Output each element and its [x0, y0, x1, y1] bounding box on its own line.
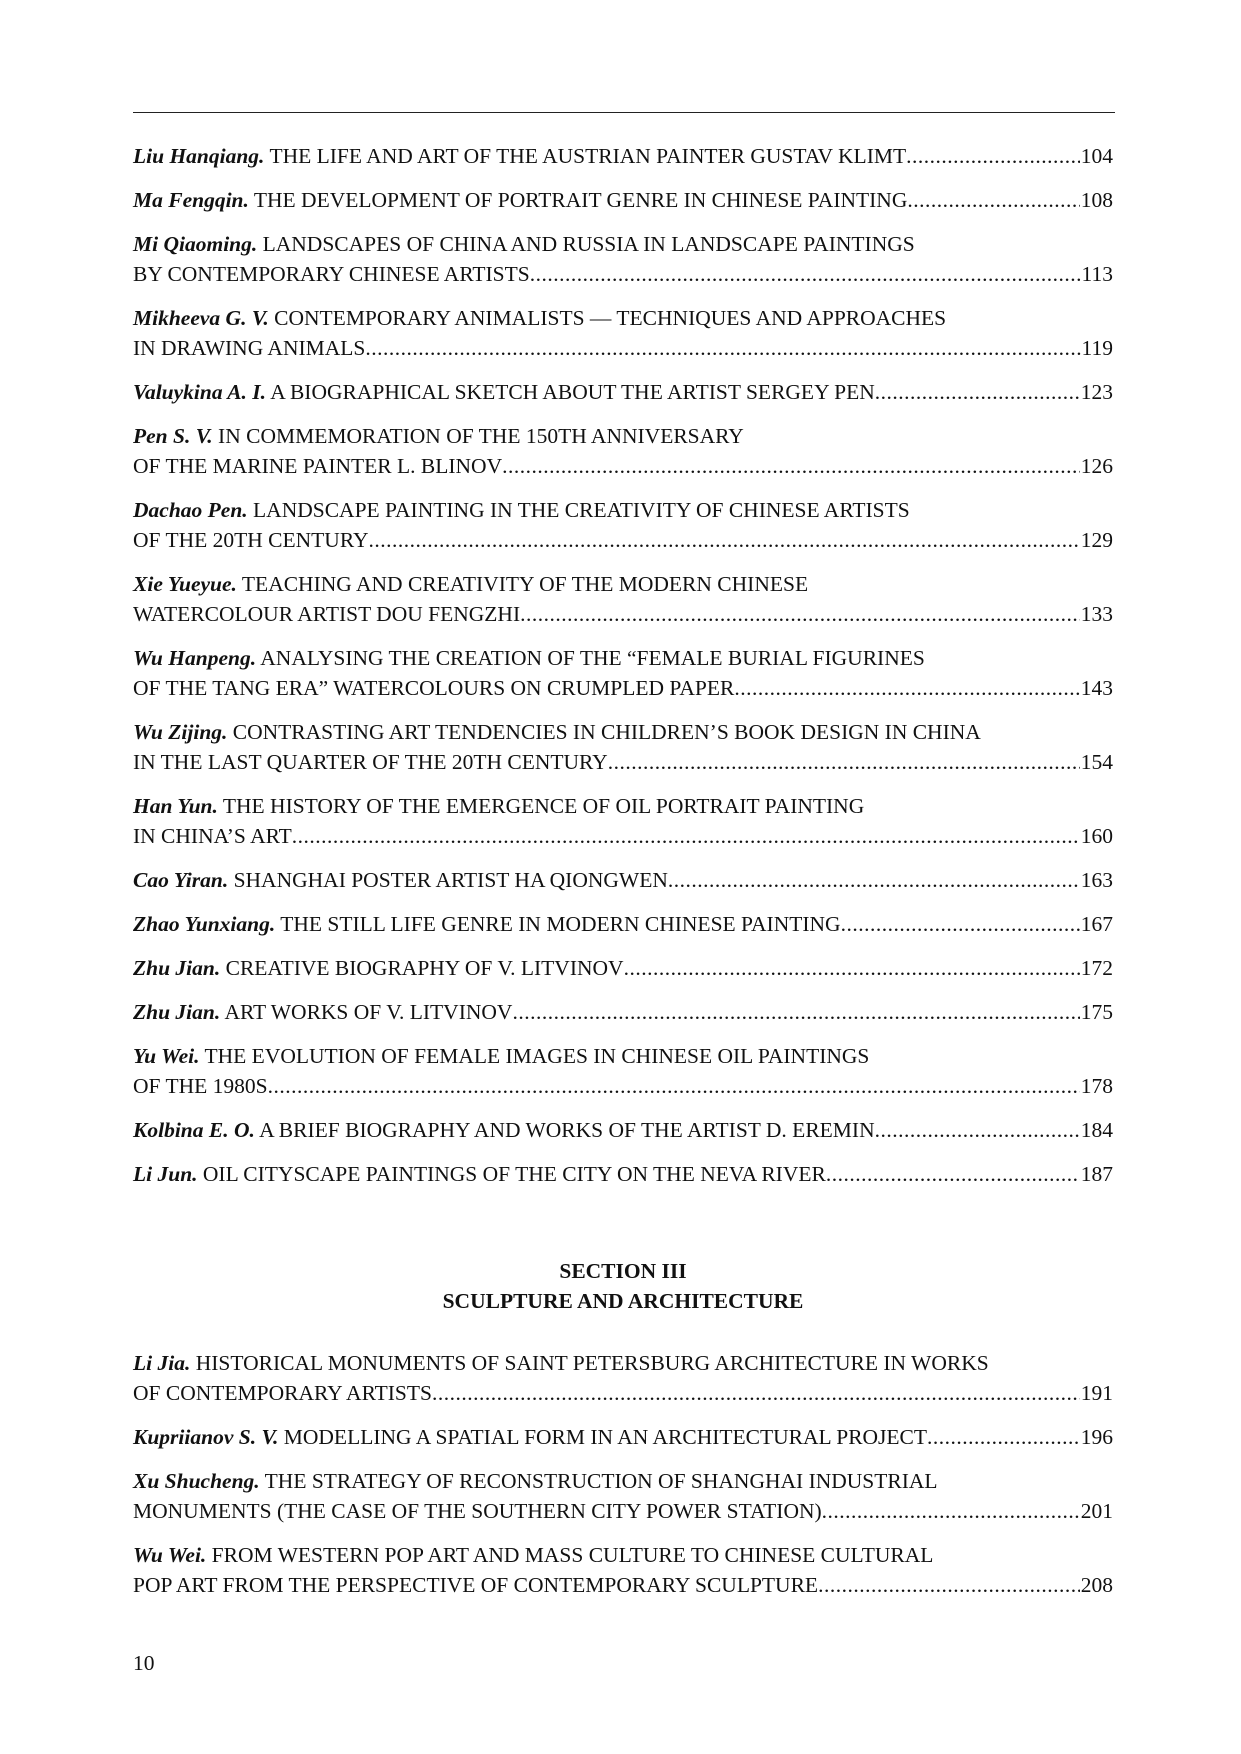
toc-entry-text — [133, 495, 910, 525]
toc-page-number: 129 — [1080, 528, 1113, 552]
toc-entry-text — [133, 1115, 875, 1145]
toc-page-number: 104 — [1080, 144, 1113, 168]
toc-page-number: 133 — [1080, 602, 1113, 626]
toc-author: Wu Zijing. — [133, 720, 228, 744]
toc-entry — [133, 185, 1113, 215]
toc-entry-line — [133, 1422, 1113, 1452]
dot-leader — [608, 747, 1080, 777]
toc-title: THE EVOLUTION OF FEMALE IMAGES IN CHINESE OIL PAINTINGS — [204, 1044, 870, 1068]
dot-leader — [907, 185, 1079, 215]
toc-entry-line — [133, 569, 1113, 599]
toc-title: TEACHING AND CREATIVITY OF THE MODERN CHINESE — [241, 572, 809, 596]
toc-entry-line — [133, 303, 1113, 333]
toc-entry-text — [133, 1041, 869, 1071]
toc-entry-text — [133, 1159, 826, 1189]
toc-title: FROM WESTERN POP ART AND MASS CULTURE TO CHINESE CULTURAL — [211, 1543, 934, 1567]
toc-entry-text — [133, 909, 841, 939]
toc-entry-text — [133, 821, 292, 851]
toc-author: Yu Wei. — [133, 1044, 200, 1068]
toc-entry-text — [133, 229, 915, 259]
header-rule — [133, 112, 1115, 113]
toc-entry-line — [133, 141, 1113, 171]
section-number: SECTION III — [559, 1259, 687, 1283]
toc-list-bottom — [133, 1348, 1113, 1614]
toc-author: Wu Wei. — [133, 1543, 207, 1567]
toc-author: Mi Qiaoming. — [133, 232, 258, 256]
toc-entry-text — [133, 525, 369, 555]
toc-entry-text — [133, 333, 365, 363]
toc-entry-line — [133, 229, 1113, 259]
toc-author: Han Yun. — [133, 794, 218, 818]
toc-entry-text — [133, 599, 520, 629]
toc-author: Li Jia. — [133, 1351, 191, 1375]
toc-author: Zhu Jian. — [133, 956, 221, 980]
toc-entry-text — [133, 303, 946, 333]
toc-entry-line — [133, 1496, 1113, 1526]
toc-entry — [133, 377, 1113, 407]
dot-leader — [520, 599, 1080, 629]
toc-entry — [133, 495, 1113, 555]
toc-title: MODELLING A SPATIAL FORM IN AN ARCHITECTURAL PROJECT — [283, 1425, 928, 1449]
toc-title: LANDSCAPE PAINTING IN THE CREATIVITY OF CHINESE ARTISTS — [253, 498, 910, 522]
toc-title: OF THE TANG ERA” WATERCOLOURS ON CRUMPLED PAPER — [133, 676, 735, 700]
toc-author: Dachao Pen. — [133, 498, 248, 522]
toc-title: ANALYSING THE CREATION OF THE “FEMALE BURIAL FIGURINES — [260, 646, 925, 670]
toc-title: THE HISTORY OF THE EMERGENCE OF OIL PORTRAIT PAINTING — [222, 794, 865, 818]
toc-entry-line — [133, 1466, 1113, 1496]
dot-leader — [268, 1071, 1080, 1101]
toc-page-number: 201 — [1080, 1499, 1113, 1523]
toc-entry — [133, 643, 1113, 703]
page-number: 10 — [133, 1651, 155, 1675]
toc-author: Valuykina A. I. — [133, 380, 267, 404]
toc-author: Xie Yueyue. — [133, 572, 237, 596]
toc-title: THE STRATEGY OF RECONSTRUCTION OF SHANGHAI INDUSTRIAL — [264, 1469, 938, 1493]
dot-leader — [875, 1115, 1080, 1145]
toc-author: Cao Yiran. — [133, 868, 229, 892]
toc-entry-line — [133, 1041, 1113, 1071]
toc-entry-text — [133, 1466, 938, 1496]
toc-page-number: 163 — [1080, 868, 1113, 892]
toc-entry — [133, 1115, 1113, 1145]
toc-entry-line — [133, 821, 1113, 851]
toc-entry-text — [133, 643, 925, 673]
toc-entry-text — [133, 141, 906, 171]
toc-page-number: 196 — [1080, 1425, 1113, 1449]
toc-entry-line — [133, 953, 1113, 983]
toc-page-number: 113 — [1081, 262, 1113, 286]
toc-entry-line — [133, 1348, 1113, 1378]
toc-page-number: 208 — [1080, 1573, 1113, 1597]
toc-entry — [133, 997, 1113, 1027]
toc-page-number: 160 — [1080, 824, 1113, 848]
toc-title: IN DRAWING ANIMALS — [133, 336, 366, 360]
dot-leader — [826, 1159, 1080, 1189]
toc-entry-text — [133, 569, 808, 599]
toc-entry — [133, 141, 1113, 171]
toc-author: Zhao Yunxiang. — [133, 912, 276, 936]
dot-leader — [512, 997, 1079, 1027]
toc-entry — [133, 569, 1113, 629]
toc-entry — [133, 1540, 1113, 1600]
toc-title: BY CONTEMPORARY CHINESE ARTISTS — [133, 262, 530, 286]
section-title: SCULPTURE AND ARCHITECTURE — [442, 1289, 804, 1313]
toc-entry-text — [133, 865, 668, 895]
toc-title: CONTEMPORARY ANIMALISTS — TECHNIQUES AND APPROACHES — [274, 306, 947, 330]
toc-author: Ma Fengqin. — [133, 188, 249, 212]
toc-entry-line — [133, 865, 1113, 895]
dot-leader — [365, 333, 1080, 363]
toc-page-number: 175 — [1080, 1000, 1113, 1024]
dot-leader — [432, 1378, 1080, 1408]
toc-entry-text — [133, 1378, 432, 1408]
toc-title: A BIOGRAPHICAL SKETCH ABOUT THE ARTIST SERGEY PEN — [270, 380, 875, 404]
dot-leader — [875, 377, 1080, 407]
toc-entry — [133, 1041, 1113, 1101]
dot-leader — [369, 525, 1080, 555]
dot-leader — [906, 141, 1080, 171]
toc-entry-text — [133, 1540, 933, 1570]
section-heading — [133, 1256, 1113, 1316]
toc-title: IN THE LAST QUARTER OF THE 20TH CENTURY — [133, 750, 608, 774]
toc-title: SHANGHAI POSTER ARTIST HA QIONGWEN — [233, 868, 668, 892]
toc-title: THE LIFE AND ART OF THE AUSTRIAN PAINTER GUSTAV KLIMT — [269, 144, 907, 168]
toc-entry-line — [133, 997, 1113, 1027]
toc-entry-line — [133, 673, 1113, 703]
dot-leader — [502, 451, 1080, 481]
toc-page-number: 178 — [1080, 1074, 1113, 1098]
toc-title: CREATIVE BIOGRAPHY OF V. LITVINOV — [225, 956, 624, 980]
toc-entry-line — [133, 599, 1113, 629]
toc-entry — [133, 303, 1113, 363]
toc-title: ART WORKS OF V. LITVINOV — [224, 1000, 513, 1024]
toc-entry-line — [133, 333, 1113, 363]
toc-entry-line — [133, 525, 1113, 555]
toc-title: THE DEVELOPMENT OF PORTRAIT GENRE IN CHINESE PAINTING — [253, 188, 908, 212]
toc-entry — [133, 1466, 1113, 1526]
toc-author: Xu Shucheng. — [133, 1469, 260, 1493]
toc-entry — [133, 421, 1113, 481]
toc-title: CONTRASTING ART TENDENCIES IN CHILDREN’S BOOK DESIGN IN CHINA — [232, 720, 981, 744]
dot-leader — [668, 865, 1080, 895]
toc-page-number: 191 — [1080, 1381, 1113, 1405]
toc-title: LANDSCAPES OF CHINA AND RUSSIA IN LANDSCAPE PAINTINGS — [262, 232, 915, 256]
toc-title: OF THE MARINE PAINTER L. BLINOV — [133, 454, 503, 478]
toc-author: Kupriianov S. V. — [133, 1425, 279, 1449]
toc-title: THE STILL LIFE GENRE IN MODERN CHINESE PAINTING — [280, 912, 841, 936]
toc-entry-text — [133, 747, 608, 777]
toc-page-number: 123 — [1080, 380, 1113, 404]
toc-entry-line — [133, 1378, 1113, 1408]
toc-entry-text — [133, 953, 624, 983]
toc-entry-text — [133, 259, 530, 289]
toc-entry-text — [133, 1496, 822, 1526]
toc-entry-line — [133, 1540, 1113, 1570]
toc-entry-line — [133, 495, 1113, 525]
toc-entry-line — [133, 1115, 1113, 1145]
toc-title: OF THE 1980S — [133, 1074, 268, 1098]
toc-title: OIL CITYSCAPE PAINTINGS OF THE CITY ON THE NEVA RIVER — [202, 1162, 826, 1186]
dot-leader — [734, 673, 1079, 703]
toc-entry — [133, 1348, 1113, 1408]
toc-page-number: 154 — [1080, 750, 1113, 774]
toc-entry — [133, 909, 1113, 939]
toc-entry-text — [133, 673, 734, 703]
dot-leader — [841, 909, 1080, 939]
toc-page-number: 167 — [1080, 912, 1113, 936]
toc-entry-text — [133, 717, 981, 747]
toc-entry — [133, 1159, 1113, 1189]
toc-entry-line — [133, 421, 1113, 451]
toc-page-number: 119 — [1081, 336, 1113, 360]
dot-leader — [927, 1422, 1080, 1452]
toc-entry-line — [133, 1071, 1113, 1101]
toc-page-number: 126 — [1080, 454, 1113, 478]
toc-entry-text — [133, 1570, 818, 1600]
toc-title: IN CHINA’S ART — [133, 824, 292, 848]
toc-entry — [133, 1422, 1113, 1452]
toc-entry-text — [133, 1422, 927, 1452]
toc-entry-line — [133, 747, 1113, 777]
toc-entry-line — [133, 909, 1113, 939]
toc-entry-text — [133, 1071, 268, 1101]
dot-leader — [822, 1496, 1080, 1526]
toc-entry — [133, 865, 1113, 895]
toc-author: Zhu Jian. — [133, 1000, 221, 1024]
toc-entry-text — [133, 185, 907, 215]
toc-author: Mikheeva G. V. — [133, 306, 269, 330]
toc-entry-text — [133, 451, 502, 481]
toc-entry — [133, 717, 1113, 777]
dot-leader — [292, 821, 1080, 851]
toc-entry-line — [133, 1159, 1113, 1189]
toc-entry-text — [133, 1348, 989, 1378]
toc-author: Liu Hanqiang. — [133, 144, 265, 168]
toc-entry-line — [133, 717, 1113, 747]
toc-entry-line — [133, 791, 1113, 821]
toc-page-number: 172 — [1080, 956, 1113, 980]
toc-page-number: 184 — [1080, 1118, 1113, 1142]
toc-title: POP ART FROM THE PERSPECTIVE OF CONTEMPORARY SCULPTURE — [133, 1573, 819, 1597]
toc-entry-line — [133, 185, 1113, 215]
toc-title: A BRIEF BIOGRAPHY AND WORKS OF THE ARTIST D. EREMIN — [259, 1118, 875, 1142]
toc-title: OF THE 20TH CENTURY — [133, 528, 369, 552]
toc-author: Kolbina E. O. — [133, 1118, 255, 1142]
dot-leader — [818, 1570, 1080, 1600]
toc-entry-line — [133, 377, 1113, 407]
toc-entry-line — [133, 1570, 1113, 1600]
toc-entry-text — [133, 791, 864, 821]
dot-leader — [624, 953, 1080, 983]
toc-entry-line — [133, 643, 1113, 673]
toc-author: Pen S. V. — [133, 424, 213, 448]
toc-title: IN COMMEMORATION OF THE 150TH ANNIVERSARY — [218, 424, 744, 448]
toc-title: MONUMENTS (THE CASE OF THE SOUTHERN CITY POWER STATION) — [133, 1499, 822, 1523]
toc-entry-text — [133, 377, 875, 407]
toc-page-number: 143 — [1080, 676, 1113, 700]
toc-entry — [133, 791, 1113, 851]
toc-list-top — [133, 141, 1113, 1203]
toc-entry-line — [133, 259, 1113, 289]
toc-entry-text — [133, 997, 512, 1027]
toc-title: WATERCOLOUR ARTIST DOU FENGZHI — [133, 602, 521, 626]
toc-page-number: 108 — [1080, 188, 1113, 212]
toc-entry-line — [133, 451, 1113, 481]
dot-leader — [530, 259, 1081, 289]
toc-author: Li Jun. — [133, 1162, 198, 1186]
toc-entry — [133, 953, 1113, 983]
toc-page-number: 187 — [1080, 1162, 1113, 1186]
toc-author: Wu Hanpeng. — [133, 646, 257, 670]
toc-title: OF CONTEMPORARY ARTISTS — [133, 1381, 432, 1405]
toc-entry — [133, 229, 1113, 289]
toc-title: HISTORICAL MONUMENTS OF SAINT PETERSBURG ARCHITECTURE IN WORKS — [195, 1351, 989, 1375]
toc-entry-text — [133, 421, 744, 451]
